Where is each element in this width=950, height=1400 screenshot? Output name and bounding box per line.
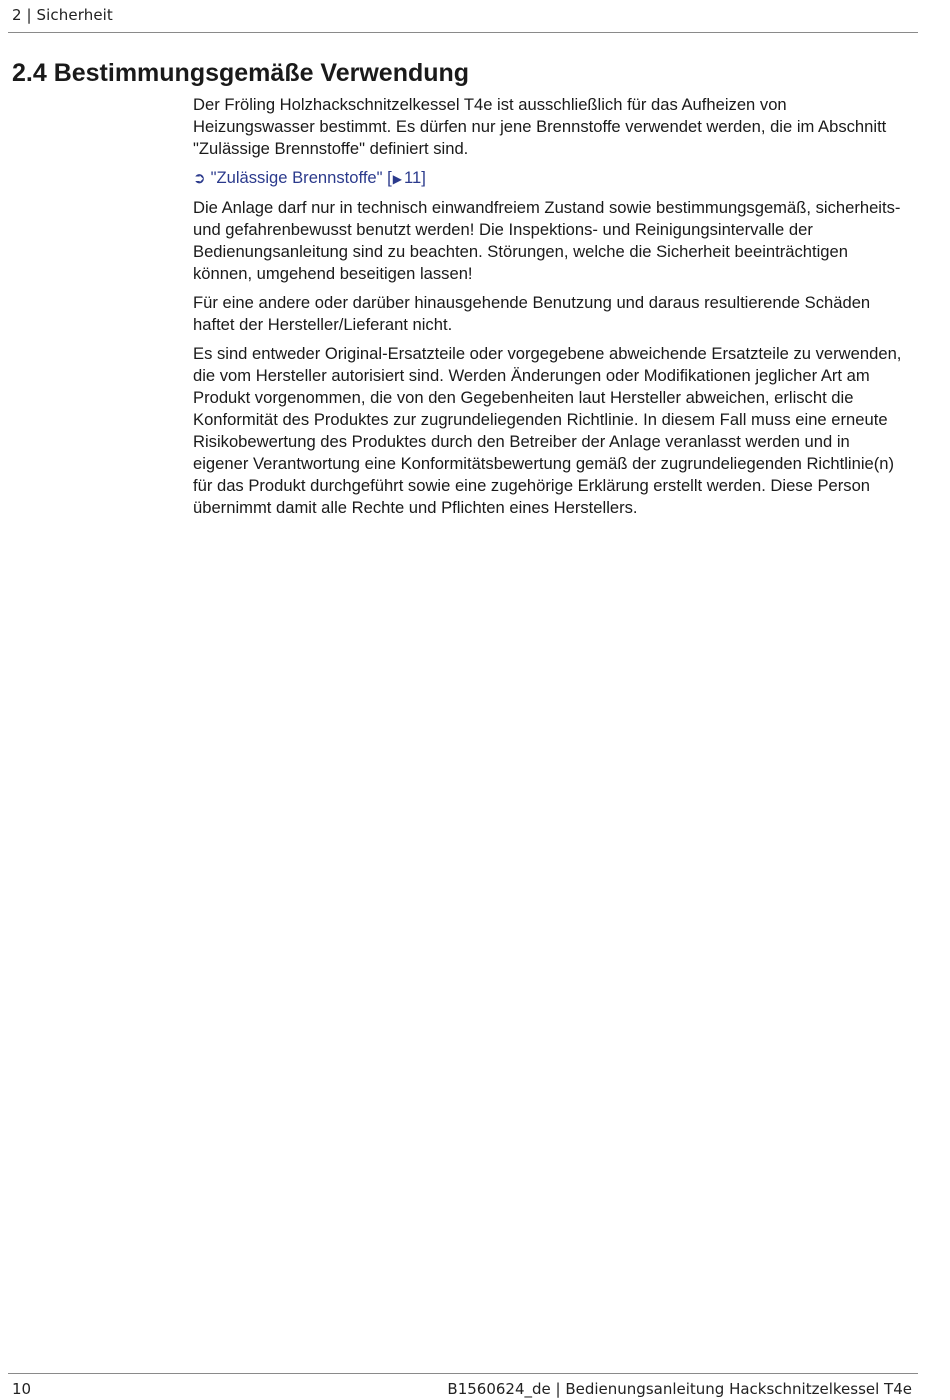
cross-reference-link[interactable]: [193, 167, 908, 190]
play-icon: ▶: [392, 172, 403, 186]
cross-reference-label: "Zulässige Brennstoffe" [: [210, 168, 392, 187]
paragraph-intended-use: Der Fröling Holzhackschnitzelkessel T4e ist ausschließlich für das Aufheizen von Heizungswasser bestimmt. Es dürfen nur jene Brennstoffe verwendet werden, die im Abschnitt "Zulässige Brennstoffe" definiert sind.: [193, 95, 887, 158]
section-body: [193, 94, 908, 526]
arrow-right-circle-icon: ➲: [193, 169, 206, 187]
header-divider: [8, 32, 918, 33]
page-number: 10: [12, 1380, 32, 1398]
section-title: 2.4 Bestimmungsgemäße Verwendung: [12, 59, 470, 87]
paragraph-operating-condition: Die Anlage darf nur in technisch einwandfreiem Zustand sowie bestimmungsgemäß, sicherheits- und gefahrenbewusst benutzt werden! Die Inspektions- und Reinigungsintervalle der Bedienungsanleitung sind zu beachten. Störungen, welche die Sicherheit beeinträchtigen können, umgehend beseitigen lassen!: [193, 198, 901, 283]
footer-divider: [8, 1373, 918, 1374]
cross-reference-page: 11]: [404, 168, 426, 187]
paragraph-spare-parts: Es sind entweder Original-Ersatzteile oder vorgegebene abweichende Ersatzteile zu verwenden, die vom Hersteller autorisiert sind. Werden Änderungen oder Modifikationen jeglicher Art am Produkt vorgenommen, die von den Gegebenheiten laut Hersteller abweichen, erlischt die Konformität des Produktes zur zugrundeliegenden Richtlinie. In diesem Fall muss eine erneute Risikobewertung des Produktes durch den Betreiber der Anlage veranlasst werden und in eigener Verantwortung eine Konformitätsbewertung gemäß der zugrundeliegenden Richtlinie(n) für das Produkt durchgeführt sowie eine zugehörige Erklärung erstellt werden. Diese Person übernimmt damit alle Rechte und Pflichten eines Herstellers.: [193, 344, 902, 517]
document-reference: B1560624_de | Bedienungsanleitung Hackschnitzelkessel T4e: [447, 1380, 912, 1398]
paragraph-liability: Für eine andere oder darüber hinausgehende Benutzung und daraus resultierende Schäden haftet der Hersteller/Lieferant nicht.: [193, 293, 871, 334]
running-header: 2 | Sicherheit: [12, 6, 113, 24]
